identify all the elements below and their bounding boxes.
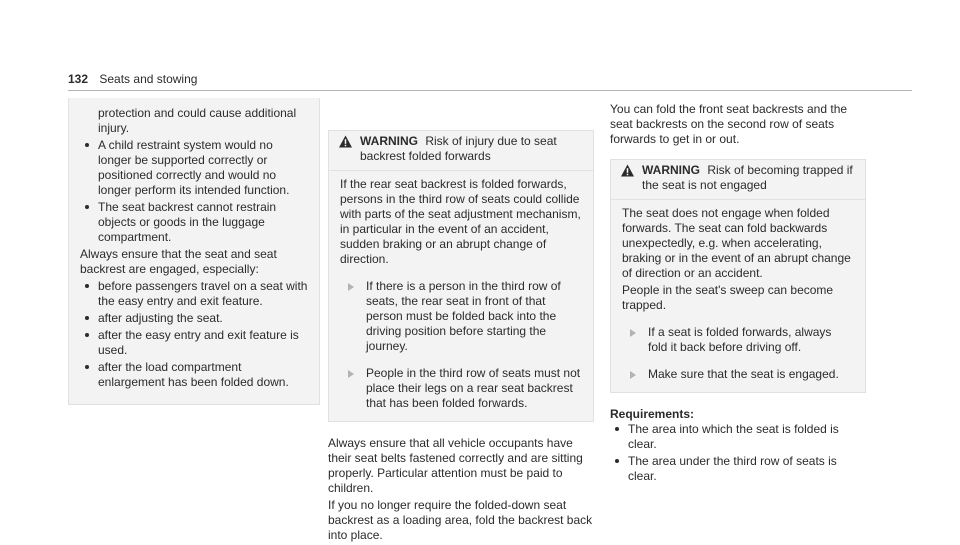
list-item: before passengers travel on a seat with the easy entry and exit feature. bbox=[80, 279, 308, 309]
column-3 bbox=[610, 102, 866, 486]
page-number: 132 bbox=[68, 72, 89, 86]
warning-body: If the rear seat backrest is folded forwards, persons in the third row of seats could collide with parts of the seat adjustment mechanism, in particular in the event of an accident, sudden braking or an abrupt change of direction. bbox=[340, 177, 581, 266]
arrow-icon bbox=[348, 370, 354, 378]
box-bullet-list bbox=[80, 138, 308, 245]
body-paragraph: Always ensure that all vehicle occupants have their seat belts fastened correctly and are sitting properly. Particular attention must be paid to children. bbox=[328, 436, 583, 495]
warning-header bbox=[329, 131, 593, 171]
list-item: The seat backrest cannot restrain objects or goods in the luggage compartment. bbox=[80, 200, 308, 245]
step-text: Make sure that the seat is engaged. bbox=[648, 367, 839, 381]
warning-title: Risk of becoming trapped if the seat is not engaged bbox=[642, 163, 853, 192]
intro-paragraph: You can fold the front seat backrests and the seat backrests on the second row of seats forwards to get in or out. bbox=[610, 102, 848, 146]
arrow-icon bbox=[630, 371, 636, 379]
header-rule bbox=[68, 90, 912, 91]
warning-triangle-icon bbox=[621, 164, 634, 177]
warning-box bbox=[610, 159, 866, 393]
step-text: If a seat is folded forwards, always fold it back before driving off. bbox=[648, 325, 832, 354]
section-title: Seats and stowing bbox=[99, 72, 198, 86]
list-item: after the easy entry and exit feature is used. bbox=[80, 328, 308, 358]
arrow-icon bbox=[630, 329, 636, 337]
warning-triangle-icon bbox=[339, 135, 352, 148]
warning-label: WARNING bbox=[360, 134, 418, 148]
step-item bbox=[340, 366, 582, 411]
body-paragraph: If you no longer require the folded-down seat backrest as a loading area, fold the backrest back into place. bbox=[328, 498, 593, 542]
requirements-heading: Requirements: bbox=[610, 407, 695, 421]
warning-header bbox=[611, 160, 865, 200]
box-bullet-list-2 bbox=[80, 279, 308, 390]
arrow-icon bbox=[348, 283, 354, 291]
list-item: after the load compartment enlargement has been folded down. bbox=[80, 360, 308, 390]
warning-body: People in the seat's sweep can become trapped. bbox=[622, 283, 834, 312]
list-item: A child restraint system would no longer be supported correctly or positioned correctly and would no longer perform its intended function. bbox=[80, 138, 308, 198]
warning-heading bbox=[360, 134, 583, 164]
warning-body: The seat does not engage when folded forwards. The seat can fold backwards unexpectedly, e.g. when accelerating, braking or in the event of an abrupt change of direction or an accident. bbox=[622, 206, 851, 280]
warning-label: WARNING bbox=[642, 163, 700, 177]
step-text: People in the third row of seats must not place their legs on a rear seat backrest that has been folded forwards. bbox=[366, 366, 581, 410]
box-intro-text: protection and could cause additional injury. bbox=[98, 106, 297, 135]
step-item bbox=[340, 279, 582, 354]
page-header bbox=[68, 72, 197, 87]
warning-box bbox=[328, 130, 594, 422]
list-item: The area into which the seat is folded is clear. bbox=[610, 422, 866, 452]
step-item bbox=[622, 325, 854, 355]
step-item bbox=[622, 367, 854, 382]
warning-title: Risk of injury due to seat backrest folded forwards bbox=[360, 134, 557, 163]
list-item: after adjusting the seat. bbox=[80, 311, 308, 326]
warning-heading bbox=[642, 163, 855, 193]
box-paragraph: Always ensure that the seat and seat backrest are engaged, especially: bbox=[80, 247, 277, 276]
column-1 bbox=[68, 98, 320, 405]
step-text: If there is a person in the third row of seats, the rear seat in front of that person must be folded back into the driving position before starting the journey. bbox=[366, 279, 561, 353]
column-2 bbox=[328, 130, 594, 545]
warning-continuation-box bbox=[68, 98, 320, 405]
list-item: The area under the third row of seats is clear. bbox=[610, 454, 866, 484]
requirements-list bbox=[610, 422, 866, 484]
